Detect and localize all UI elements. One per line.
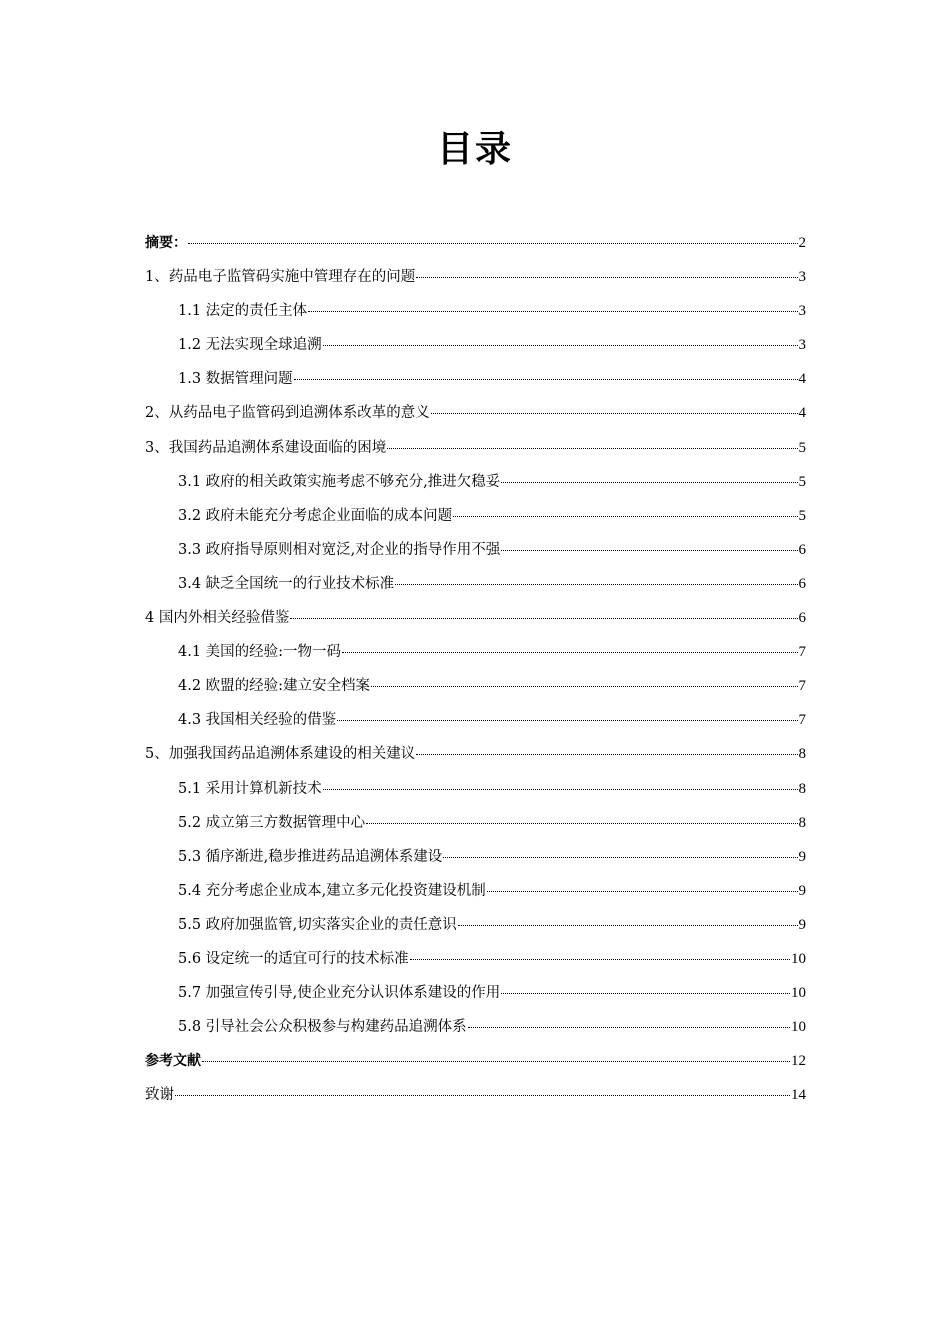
toc-entry-label: 3.1 政府的相关政策实施考虑不够充分,推进欠稳妥 — [178, 473, 501, 490]
toc-entry-label: 致谢 — [145, 1087, 174, 1104]
toc-entry[interactable] — [145, 570, 806, 604]
toc-dot-leader — [416, 277, 797, 278]
toc-entry-page: 9 — [798, 916, 806, 933]
toc-dot-leader — [453, 516, 797, 517]
toc-entry[interactable] — [145, 775, 806, 809]
toc-entry-page: 3 — [798, 269, 806, 286]
toc-entry-page: 8 — [798, 814, 806, 831]
toc-entry-label: 1.3 数据管理问题 — [178, 371, 293, 388]
toc-entry[interactable] — [145, 229, 806, 263]
toc-entry-label: 5、加强我国药品追溯体系建设的相关建议 — [145, 746, 416, 763]
toc-entry-page: 7 — [798, 644, 806, 661]
toc-entry-page: 10 — [791, 1019, 806, 1036]
toc-entry-label: 1.1 法定的责任主体 — [178, 303, 308, 320]
toc-entry-label: 5.2 成立第三方数据管理中心 — [178, 814, 366, 831]
toc-entry[interactable] — [145, 740, 806, 774]
toc-entry-label: 3、我国药品追溯体系建设面临的困境 — [145, 439, 387, 456]
toc-entry-page: 3 — [798, 303, 806, 320]
toc-dot-leader — [458, 925, 798, 926]
toc-dot-leader — [188, 243, 798, 244]
toc-entry[interactable] — [145, 468, 806, 502]
toc-title: 目录 — [436, 129, 513, 170]
toc-dot-leader — [323, 789, 798, 790]
toc-dot-leader — [487, 891, 798, 892]
toc-entry-page: 6 — [798, 575, 806, 592]
toc-entry-label: 5.1 采用计算机新技术 — [178, 780, 322, 797]
toc-entry-page: 12 — [791, 1053, 806, 1070]
toc-entry-label: 1、药品电子监管码实施中管理存在的问题 — [145, 269, 416, 286]
toc-entry-page: 5 — [798, 473, 806, 490]
toc-entry-page: 4 — [798, 405, 806, 422]
toc-dot-leader — [410, 959, 790, 960]
toc-entry[interactable] — [145, 1047, 806, 1081]
toc-entry-page: 4 — [798, 371, 806, 388]
toc-dot-leader — [366, 823, 797, 824]
toc-dot-leader — [294, 379, 798, 380]
toc-entry-label: 3.4 缺乏全国统一的行业技术标准 — [178, 575, 395, 592]
toc-dot-leader — [395, 584, 797, 585]
toc-entry-label: 4.3 我国相关经验的借鉴 — [178, 712, 337, 729]
toc-entry-label: 参考文献 — [145, 1053, 201, 1070]
toc-dot-leader — [501, 550, 797, 551]
toc-entry-page: 9 — [798, 882, 806, 899]
toc-entry-label: 5.7 加强宣传引导,使企业充分认识体系建设的作用 — [178, 985, 501, 1002]
toc-entry[interactable] — [145, 877, 806, 911]
toc-entry-label: 4.2 欧盟的经验:建立安全档案 — [178, 678, 371, 695]
toc-entry[interactable] — [145, 331, 806, 365]
toc-entry[interactable] — [145, 911, 806, 945]
toc-entry-page: 6 — [798, 541, 806, 558]
toc-dot-leader — [387, 448, 797, 449]
toc-entry[interactable] — [145, 263, 806, 297]
toc-dot-leader — [443, 857, 797, 858]
toc-entry[interactable] — [145, 365, 806, 399]
toc-entry-page: 2 — [798, 235, 806, 251]
toc-entry-label: 5.6 设定统一的适宜可行的技术标准 — [178, 950, 409, 967]
toc-entry-page: 7 — [798, 678, 806, 695]
toc-entry-label: 2、从药品电子监管码到追溯体系改革的意义 — [145, 405, 430, 422]
toc-entry[interactable] — [145, 945, 806, 979]
toc-entry-page: 10 — [791, 950, 806, 967]
toc-entry-label: 5.3 循序渐进,稳步推进药品追溯体系建设 — [178, 848, 443, 865]
toc-dot-leader — [501, 482, 797, 483]
toc-dot-leader — [371, 686, 797, 687]
toc-entry-page: 9 — [798, 848, 806, 865]
toc-entry-label: 5.4 充分考虑企业成本,建立多元化投资建设机制 — [178, 882, 486, 899]
toc-entry-page: 8 — [798, 780, 806, 797]
toc-entry[interactable] — [145, 672, 806, 706]
toc-entry[interactable] — [145, 843, 806, 877]
toc-entry-page: 3 — [798, 337, 806, 354]
toc-dot-leader — [202, 1061, 790, 1062]
toc-entry-page: 14 — [791, 1087, 806, 1104]
toc-entry[interactable] — [145, 502, 806, 536]
toc-dot-leader — [290, 618, 797, 619]
toc-entry-label: 3.2 政府未能充分考虑企业面临的成本问题 — [178, 507, 453, 524]
toc-entry-page: 5 — [798, 507, 806, 524]
toc-entry-label: 4.1 美国的经验:一物一码 — [178, 644, 342, 661]
toc-entry[interactable] — [145, 434, 806, 468]
toc-entry[interactable] — [145, 809, 806, 843]
toc-entry[interactable] — [145, 604, 806, 638]
toc-entry[interactable] — [145, 706, 806, 740]
toc-dot-leader — [501, 993, 790, 994]
toc-entry[interactable] — [145, 979, 806, 1013]
toc-entry[interactable] — [145, 1013, 806, 1047]
toc-entry-label: 1.2 无法实现全球追溯 — [178, 337, 322, 354]
toc-entry-label: 5.5 政府加强监管,切实落实企业的责任意识 — [178, 916, 457, 933]
toc-entry-label: 3.3 政府指导原则相对宽泛,对企业的指导作用不强 — [178, 541, 501, 558]
toc-entry[interactable] — [145, 1081, 806, 1115]
toc-entry[interactable] — [145, 638, 806, 672]
toc-entry-label: 5.8 引导社会公众积极参与构建药品追溯体系 — [178, 1019, 467, 1036]
toc-dot-leader — [323, 345, 798, 346]
toc-dot-leader — [468, 1027, 790, 1028]
toc-dot-leader — [431, 413, 798, 414]
toc-entry[interactable] — [145, 399, 806, 433]
toc-dot-leader — [308, 311, 797, 312]
toc-entry-label: 摘要： — [145, 235, 187, 251]
toc-dot-leader — [175, 1095, 790, 1096]
toc-entry-page: 5 — [798, 439, 806, 456]
toc-entry[interactable] — [145, 536, 806, 570]
toc-entry-page: 10 — [791, 985, 806, 1002]
toc-dot-leader — [337, 720, 797, 721]
toc-dot-leader — [342, 652, 797, 653]
toc-entry[interactable] — [145, 297, 806, 331]
toc-list — [145, 229, 806, 1115]
toc-entry-page: 7 — [798, 712, 806, 729]
toc-entry-page: 6 — [798, 610, 806, 627]
toc-entry-label: 4 国内外相关经验借鉴 — [145, 610, 290, 627]
toc-entry-page: 8 — [798, 746, 806, 763]
toc-dot-leader — [416, 754, 797, 755]
